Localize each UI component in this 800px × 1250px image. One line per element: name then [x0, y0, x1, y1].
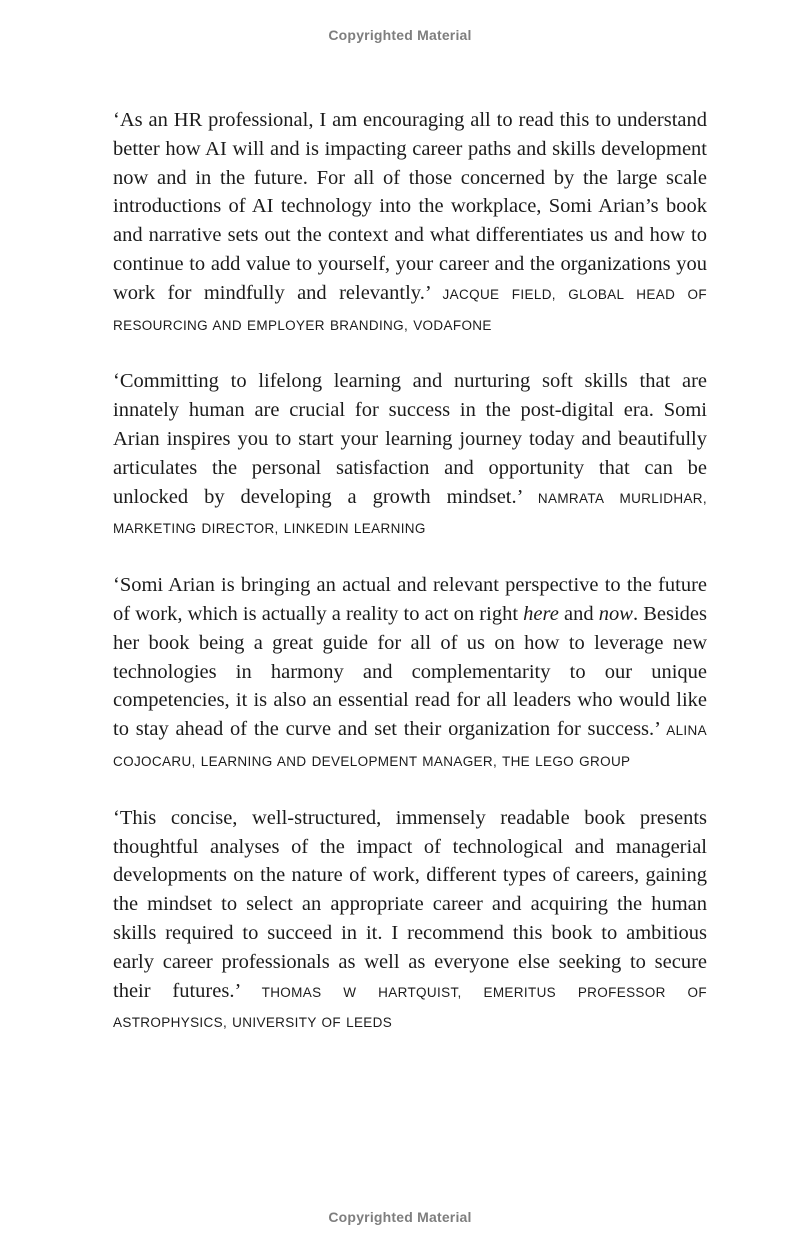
quote-text: ‘As an HR professional, I am encouraging all to read this to understand better how AI will and is impacting career paths and skills development now and in the future. For all of those concerned by the large scale introductions of AI technology into the workplace, Somi Arian’s book and narrative sets out the context and what differentiates us and how to continue to add value to yourself, your career and the organizations you work for mindfully and relevantly.’	[113, 109, 707, 304]
quote-paragraph	[113, 804, 707, 1038]
quote-attribution: THOMAS W HARTQUIST, EMERITUS PROFESSOR OF ASTROPHYSICS, UNIVERSITY OF LEEDS	[113, 984, 707, 1031]
quote-attribution: ALINA COJOCARU, LEARNING AND DEVELOPMENT MANAGER, THE LEGO GROUP	[113, 723, 707, 769]
quote-attribution: JACQUE FIELD, GLOBAL HEAD OF RESOURCING AND EMPLOYER BRANDING, VODAFONE	[113, 286, 707, 333]
quote-italic-text: now	[598, 602, 633, 625]
quote-paragraph	[113, 571, 707, 777]
endorsements-section	[113, 106, 707, 1065]
quote-attribution: NAMRATA MURLIDHAR, MARKETING DIRECTOR, LINKEDIN LEARNING	[113, 490, 707, 537]
quote-text: ‘Committing to lifelong learning and nurturing soft skills that are innately human are crucial for success in the post-digital era. Somi Arian inspires you to start your learning journey today and beautifully articulates the personal satisfaction and opportunity that can be unlocked by developing a growth mindset.’	[113, 370, 707, 508]
quote-text: and	[558, 602, 599, 625]
copyright-notice-top: Copyrighted Material	[328, 27, 472, 43]
quote-paragraph	[113, 367, 707, 544]
quote-text: ‘Somi Arian is bringing an actual and relevant perspective to the future of work, which is actually a reality to act on right	[113, 574, 707, 625]
copyright-notice-bottom: Copyrighted Material	[328, 1209, 472, 1225]
quote-text: ‘This concise, well-structured, immensely readable book presents thoughtful analyses of the impact of technological and managerial developments on the nature of work, different types of careers, gaining the mindset to select an appropriate career and acquiring the human skills required to succeed in it. I recommend this book to ambitious early career professionals as well as everyone else seeking to secure their futures.’	[113, 806, 707, 1002]
quote-text: . Besides her book being a great guide for all of us on how to leverage new technologies in harmony and complementarity to our unique competencies, it is also an essential read for all leaders who would like to stay ahead of the curve and set their organization for success.’	[113, 602, 707, 741]
quote-paragraph	[113, 106, 707, 340]
quote-italic-text: here	[523, 602, 559, 625]
